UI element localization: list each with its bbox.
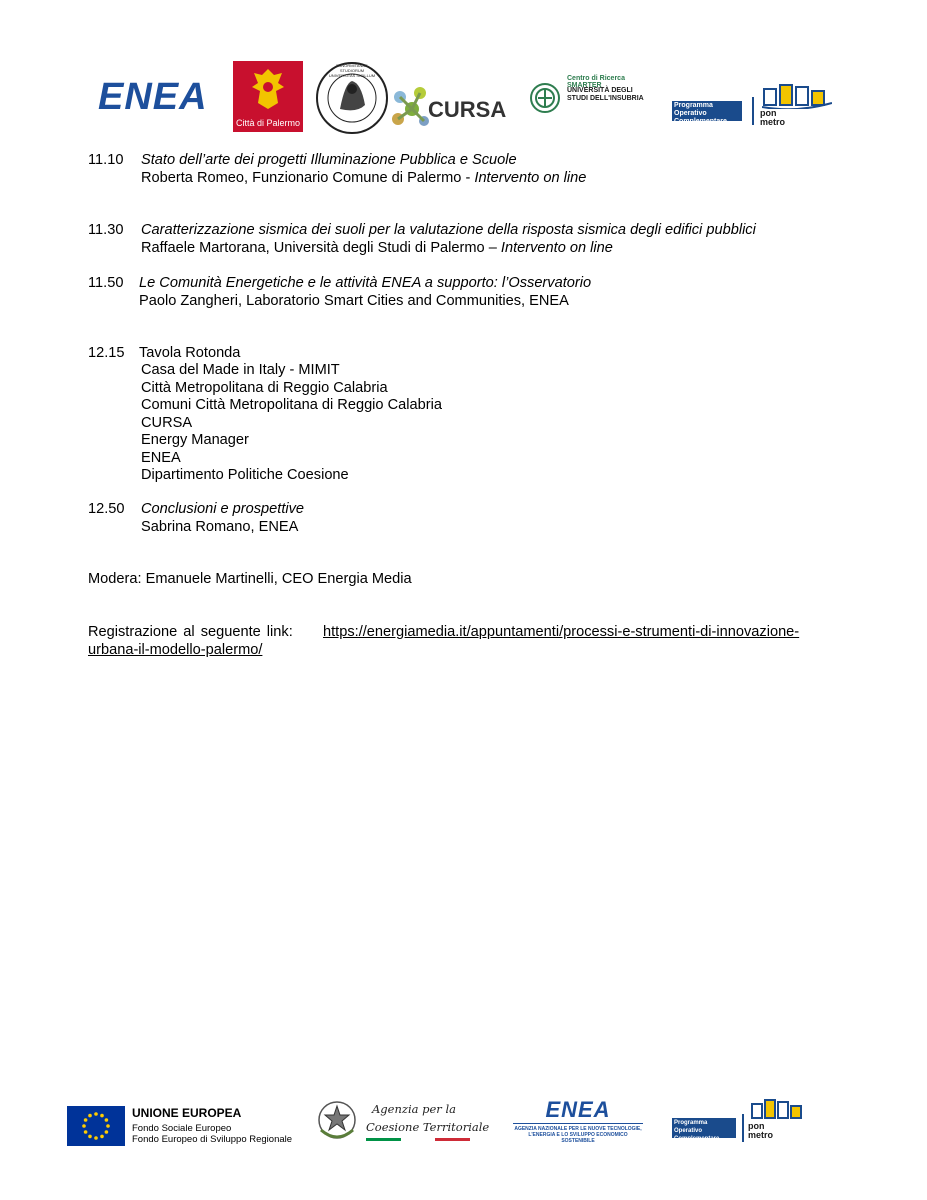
cursa-molecule-icon bbox=[390, 85, 432, 129]
registration-link-continued[interactable] bbox=[88, 642, 262, 660]
participant-item: ENEA bbox=[141, 449, 181, 466]
agenda-time: 12.15 bbox=[88, 345, 125, 361]
participant-item: CURSA bbox=[141, 414, 193, 431]
palermo-logo bbox=[233, 61, 303, 132]
agenda-note: Intervento on line bbox=[474, 170, 587, 186]
university-seal-logo bbox=[315, 61, 389, 135]
eu-fund-2: Fondo Europeo di Sviluppo Regionale bbox=[132, 1134, 293, 1145]
agenda-item bbox=[88, 152, 123, 170]
moderator-text: Modera: Emanuele Martinelli, CEO Energia Media bbox=[88, 571, 412, 587]
insubria-logo bbox=[530, 75, 658, 121]
pon-footer-line2: metro bbox=[748, 1130, 774, 1140]
agenda-time: 11.10 bbox=[88, 152, 124, 168]
poc-logo bbox=[672, 101, 746, 123]
agenda-speaker bbox=[141, 240, 613, 258]
agenda-time: 11.30 bbox=[88, 222, 124, 238]
registration-link-line2: urbana-il-modello-palermo/ bbox=[88, 642, 263, 658]
eu-flag-logo bbox=[67, 1106, 125, 1146]
agenda-speaker-name: Raffaele Martorana, Università degli Studi di Palermo – bbox=[141, 240, 501, 256]
pon-metro-logo bbox=[752, 83, 834, 127]
enea-sub-2: L'ENERGIA E LO SVILUPPO ECONOMICO SOSTENIBILE bbox=[528, 1132, 628, 1144]
enea-logo-text: ENEA bbox=[98, 76, 208, 118]
italian-flag-stripe bbox=[366, 1138, 470, 1141]
insubria-center-text: Centro di Ricerca SMARTER bbox=[567, 75, 625, 89]
agenda-speaker-name: Roberta Romeo, Funzionario Comune di Palermo - bbox=[141, 170, 475, 186]
participant-item: Energy Manager bbox=[141, 432, 249, 448]
agenzia-coesione-logo bbox=[366, 1100, 489, 1141]
pon-metro-footer-logo bbox=[740, 1098, 812, 1146]
agenda-title: Stato dell’arte dei progetti Illuminazione Pubblica e Scuole bbox=[141, 152, 517, 168]
registration-link[interactable] bbox=[323, 624, 799, 642]
poc-footer-line1: Programma Operativo bbox=[674, 1120, 708, 1134]
agenda-title: Le Comunità Energetiche e le attività ENEA a supporto: l’Osservatorio bbox=[139, 275, 592, 291]
poc-line2: Complementare bbox=[674, 118, 727, 125]
enea-footer-text: ENEA bbox=[545, 1097, 611, 1122]
eu-text bbox=[132, 1106, 292, 1145]
pon-line2: metro bbox=[760, 117, 786, 127]
agenda-speaker: Sabrina Romano, ENEA bbox=[141, 519, 299, 535]
footer-logos bbox=[0, 1090, 927, 1160]
header-logos bbox=[0, 55, 927, 135]
italy-emblem-logo bbox=[315, 1098, 359, 1144]
enea-footer-logo bbox=[513, 1098, 643, 1148]
agenzia-line2: Coesione Territoriale bbox=[366, 1120, 490, 1134]
pon-metro-buildings-icon bbox=[750, 1098, 806, 1120]
poc-footer-logo bbox=[672, 1118, 736, 1142]
palermo-caption: Città di Palermo bbox=[235, 118, 301, 128]
registration-link-line1: https://energiamedia.it/appuntamenti/processi-e-strumenti-di-innovazione- bbox=[323, 624, 800, 640]
participant-item: Dipartimento Politiche Coesione bbox=[141, 467, 349, 483]
eu-fund-1: Fondo Sociale Europeo bbox=[132, 1123, 232, 1134]
agenda-speaker: Paolo Zangheri, Laboratorio Smart Cities and Communities, ENEA bbox=[139, 293, 569, 309]
poc-footer-line2: Complementare bbox=[674, 1136, 720, 1142]
agenda-speaker bbox=[141, 170, 586, 188]
participant-item: Città Metropolitana di Reggio Calabria bbox=[141, 379, 388, 396]
agenda-title: Tavola Rotonda bbox=[139, 345, 241, 361]
poc-line1: Programma Operativo bbox=[674, 102, 713, 117]
pon-footer-line1: pon bbox=[748, 1121, 765, 1131]
cursa-logo bbox=[390, 85, 515, 135]
eagle-crest-icon bbox=[248, 65, 288, 113]
participant-item: Comuni Città Metropolitana di Reggio Calabria bbox=[141, 397, 442, 413]
agenda-note: Intervento on line bbox=[500, 240, 613, 256]
cursa-text: CURSA bbox=[428, 97, 507, 122]
participant-item: Casa del Made in Italy - MIMIT bbox=[141, 362, 340, 378]
agenda-time: 11.50 bbox=[88, 275, 124, 291]
agenda-title: Caratterizzazione sismica dei suoli per la valutazione della risposta sismica degli edifici pubblici bbox=[141, 222, 756, 238]
seal-text: PANORMITANAE STUDIORUM UNIVERSITAS SIGILLUM bbox=[328, 63, 376, 78]
agenzia-line1: Agenzia per la bbox=[372, 1102, 456, 1116]
agenda-time: 12.50 bbox=[88, 501, 125, 517]
roundtable-participants bbox=[141, 362, 442, 485]
enea-sub-1: AGENZIA NAZIONALE PER LE NUOVE TECNOLOGIE, bbox=[514, 1126, 642, 1132]
enea-logo bbox=[98, 77, 208, 117]
eu-stars-icon bbox=[67, 1106, 125, 1146]
pon-line1: pon bbox=[760, 108, 777, 118]
agenda-title: Conclusioni e prospettive bbox=[141, 501, 305, 517]
pon-metro-buildings-icon bbox=[762, 83, 832, 109]
registration-label: Registrazione al seguente link: bbox=[88, 624, 293, 640]
italian-republic-emblem-icon bbox=[315, 1098, 359, 1144]
insubria-emblem-icon bbox=[530, 83, 560, 113]
insubria-name-text: UNIVERSITÀ DEGLI STUDI DELL'INSUBRIA bbox=[567, 87, 644, 102]
eu-title: UNIONE EUROPEA bbox=[132, 1106, 242, 1120]
